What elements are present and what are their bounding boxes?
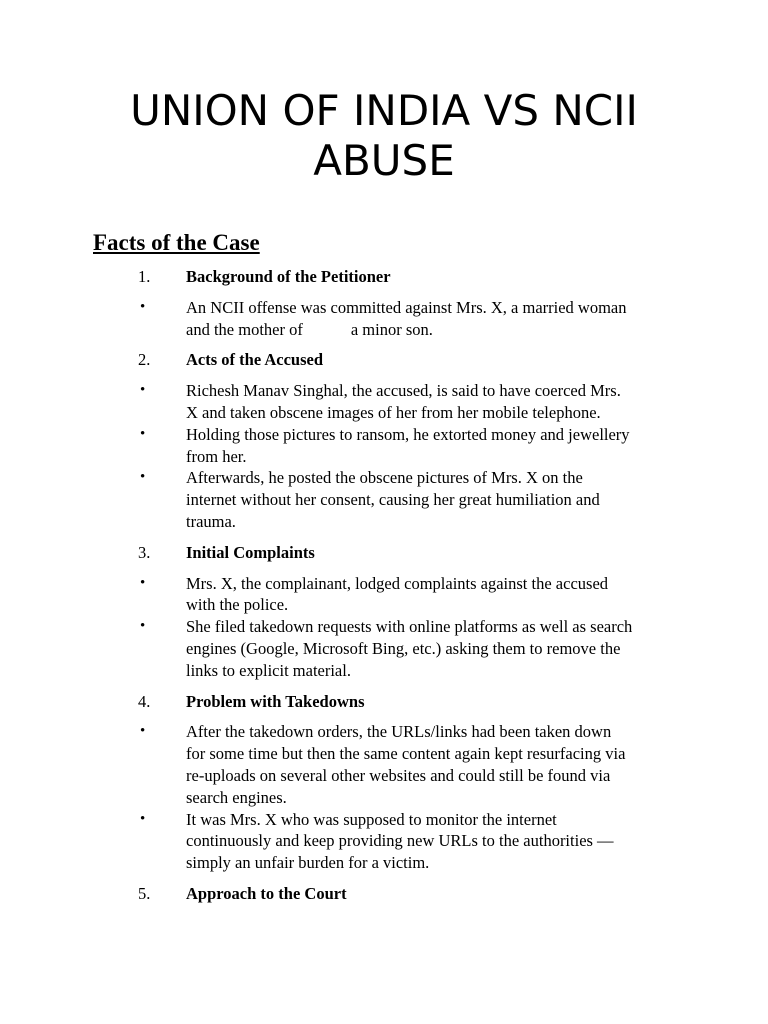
- bullet-text-line: engines (Google, Microsoft Bing, etc.) asking them to remove the: [186, 638, 621, 658]
- item-number: 1.: [138, 267, 151, 286]
- bullet-item: [0, 721, 768, 808]
- bullet-icon: •: [140, 574, 146, 591]
- bullet-text-line: internet without her consent, causing her great humiliation and: [186, 490, 600, 510]
- bullet-text-line: for some time but then the same content again kept resurfacing via: [186, 744, 626, 764]
- section-heading: Facts of the Case: [93, 230, 260, 255]
- bullet-text-line: Richesh Manav Singhal, the accused, is said to have coerced Mrs.: [186, 381, 621, 401]
- bullet-text-line: links to explicit material.: [186, 660, 351, 680]
- bullet-text-line: search engines.: [186, 787, 287, 807]
- bullet-text-line: a minor son.: [350, 319, 433, 339]
- bullet-icon: •: [140, 382, 146, 399]
- numbered-item-4: [0, 691, 768, 713]
- bullet-text-line: Afterwards, he posted the obscene pictures of Mrs. X on the: [186, 468, 583, 488]
- numbered-item-3: [0, 542, 768, 564]
- bullet-text-line: simply an unfair burden for a victim.: [186, 853, 430, 873]
- bullet-text-line: Mrs. X, the complainant, lodged complaints against the accused: [186, 573, 609, 593]
- bullet-text-line: trauma.: [186, 511, 236, 531]
- document-title: UNION OF INDIA VS NCII ABUSE: [130, 86, 638, 185]
- item-heading: Initial Complaints: [186, 542, 315, 562]
- bullet-text-line: She filed takedown requests with online platforms as well as search: [186, 617, 633, 637]
- numbered-item-1: [0, 266, 768, 288]
- item-number: 2.: [138, 350, 151, 370]
- bullet-item: [0, 297, 768, 341]
- bullet-icon: •: [140, 723, 146, 740]
- item-heading: Acts of the Accused: [186, 350, 324, 370]
- bullet-text-line: Holding those pictures to ransom, he extorted money and jewellery: [186, 424, 630, 444]
- bullet-text-line: and the mother of: [186, 319, 303, 339]
- bullet-icon: •: [140, 298, 146, 315]
- item-heading: Background of the Petitioner: [186, 267, 391, 286]
- bullet-icon: •: [140, 425, 146, 442]
- numbered-item-2: [0, 349, 768, 371]
- bullet-item: [0, 809, 768, 874]
- bullet-text-line: An NCII offense was committed against Mrs. X, a married woman: [186, 297, 627, 317]
- item-number: 4.: [138, 691, 151, 711]
- bullet-icon: •: [140, 618, 146, 635]
- bullet-text-line: from her.: [186, 446, 247, 466]
- bullet-item: [0, 616, 768, 681]
- bullet-item: [0, 380, 768, 424]
- bullet-text-line: re-uploads on several other websites and could still be found via: [186, 765, 611, 785]
- bullet-text-line: X and taken obscene images of her from her mobile telephone.: [186, 402, 601, 422]
- bullet-icon: •: [140, 810, 146, 827]
- item-number: 5.: [138, 883, 151, 903]
- bullet-item: [0, 573, 768, 617]
- numbered-item-5: [0, 883, 768, 905]
- item-heading: Problem with Takedowns: [186, 691, 365, 711]
- bullet-text-line: After the takedown orders, the URLs/links had been taken down: [186, 722, 612, 742]
- item-number: 3.: [138, 542, 151, 562]
- bullet-item: [0, 467, 768, 532]
- facts-list: [0, 266, 768, 905]
- item-heading: Approach to the Court: [186, 883, 347, 903]
- bullet-icon: •: [140, 469, 146, 486]
- bullet-text-line: with the police.: [186, 595, 289, 615]
- bullet-text-line: It was Mrs. X who was supposed to monitor the internet: [186, 809, 557, 829]
- bullet-item: [0, 424, 768, 468]
- bullet-text-line: continuously and keep providing new URLs to the authorities —: [186, 831, 614, 851]
